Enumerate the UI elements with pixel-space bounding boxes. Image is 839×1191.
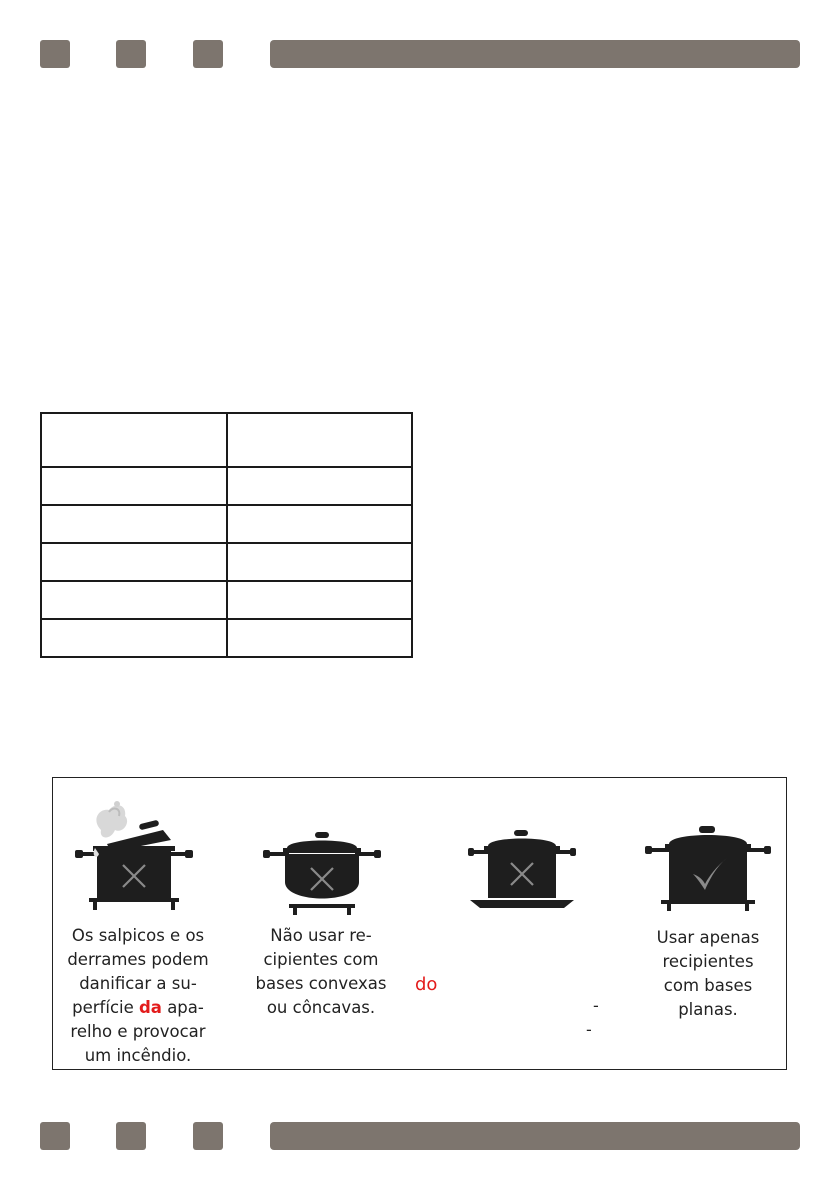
small-base-pot-cross-icon bbox=[468, 828, 576, 914]
footer-square-3 bbox=[193, 1122, 223, 1150]
table-cell bbox=[227, 543, 413, 581]
caption-convex: Não usar re- cipientes com bases convexas ou côncavas. bbox=[255, 926, 387, 1017]
cookware-guidance-box bbox=[52, 777, 787, 1070]
header-square-2 bbox=[116, 40, 146, 68]
table-cell bbox=[227, 581, 413, 619]
spec-table bbox=[40, 412, 413, 658]
table-row bbox=[41, 619, 412, 657]
footer-square-1 bbox=[40, 1122, 70, 1150]
caption-flat: Usar apenas recipientes com bases planas. bbox=[656, 928, 760, 1019]
boiling-over-pot-cross-icon bbox=[71, 800, 197, 912]
table-row bbox=[41, 467, 412, 505]
table-row bbox=[41, 413, 412, 467]
table-cell bbox=[41, 543, 227, 581]
table-cell bbox=[41, 581, 227, 619]
table-cell bbox=[41, 413, 227, 467]
header-square-1 bbox=[40, 40, 70, 68]
table-row bbox=[41, 505, 412, 543]
caption-highlight: da bbox=[139, 998, 162, 1017]
table-cell bbox=[227, 467, 413, 505]
table-row bbox=[41, 543, 412, 581]
caption-spills: Os salpicos e os derrames podem danificar a su- perfície da apa- relho e provocar um incêndio. bbox=[67, 926, 209, 1065]
table-cell bbox=[227, 505, 413, 543]
table-row bbox=[41, 581, 412, 619]
flat-pot-check-icon bbox=[645, 824, 771, 912]
table-cell bbox=[227, 619, 413, 657]
red-fragment-do: do bbox=[415, 974, 438, 995]
header-long-bar bbox=[270, 40, 800, 68]
table-cell bbox=[41, 619, 227, 657]
dash-fragment-2: - bbox=[586, 1020, 592, 1039]
header-square-3 bbox=[193, 40, 223, 68]
convex-pot-cross-icon bbox=[263, 830, 381, 916]
table-cell bbox=[41, 505, 227, 543]
footer-square-2 bbox=[116, 1122, 146, 1150]
table-cell bbox=[41, 467, 227, 505]
dash-fragment-1: - bbox=[593, 996, 599, 1015]
table-cell bbox=[227, 413, 413, 467]
footer-long-bar bbox=[270, 1122, 800, 1150]
